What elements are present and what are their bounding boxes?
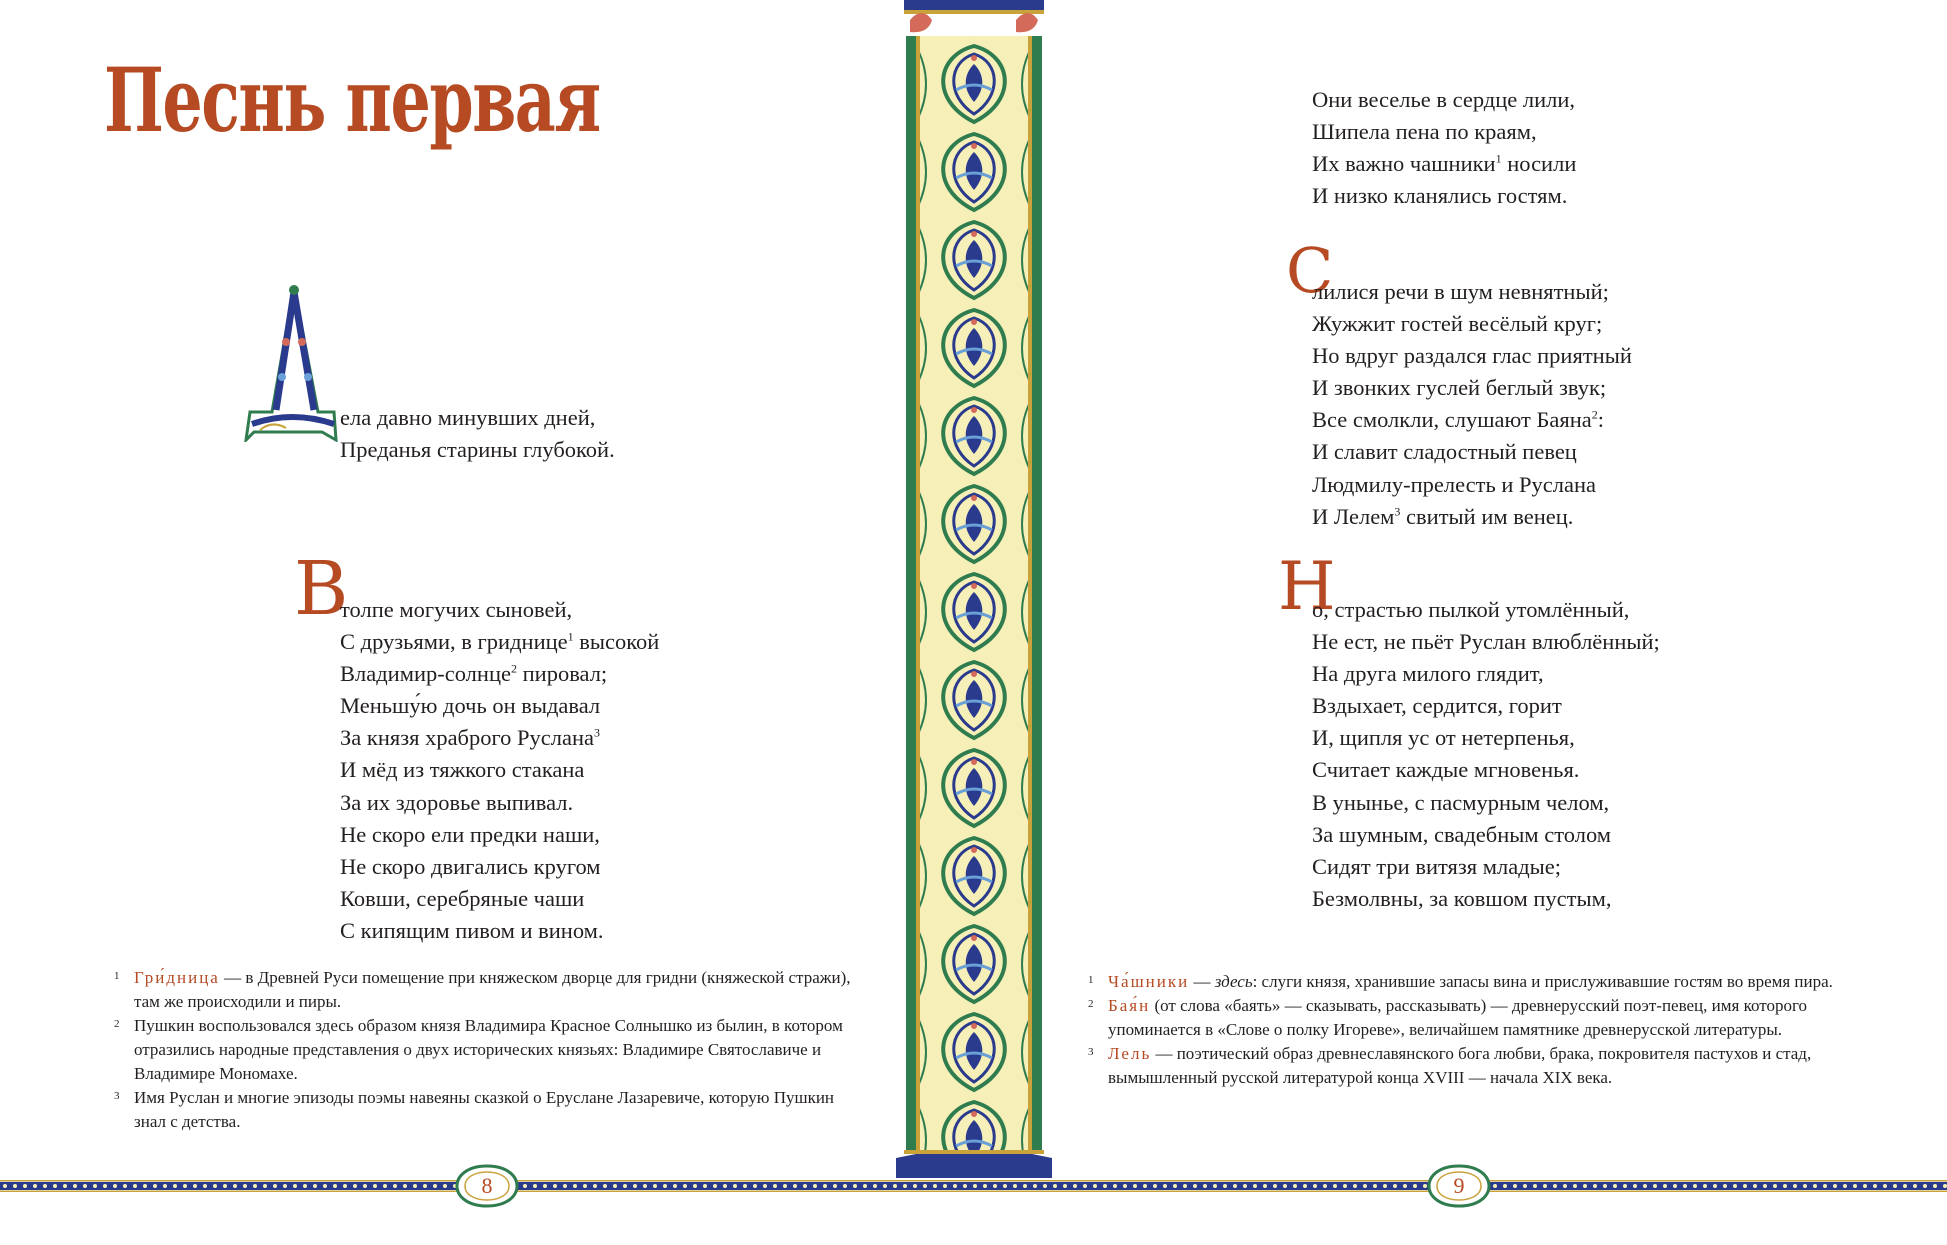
- footnote: 1 Ча́шники — здесь: слуги князя, хранившие запасы вина и прислуживавшие гостям во время пира.: [1088, 970, 1838, 994]
- footnote: 3 Лель — поэтический образ древнеславянского бога любви, брака, покровителя пастухов и стад, вымышленный русской литературой конца XVIII — начала XIX века.: [1088, 1042, 1838, 1090]
- footnote-term: Гри́дница: [134, 968, 220, 987]
- footnote-number: 3: [114, 1090, 120, 1102]
- verse-line: Безмолвны, за ковшом пустым,: [1312, 885, 1612, 911]
- verse-line: Сидят три витязя младые;: [1312, 853, 1561, 879]
- verse-line: За шумным, свадебным столом: [1312, 821, 1612, 847]
- verse-line: Не ест, не пьёт Руслан влюблённый;: [1312, 629, 1660, 655]
- verse-line: На друга милого глядит,: [1312, 661, 1544, 687]
- footnote-term: Ча́шники: [1108, 972, 1190, 991]
- dropcap-s: С: [1286, 234, 1334, 307]
- verse-line: И низко кланялись гостям.: [1312, 183, 1568, 209]
- footnote-number: 1: [1088, 974, 1094, 986]
- verse-line: ела давно минувших дней,: [340, 405, 596, 430]
- page-number-left: 8: [455, 1164, 519, 1208]
- verse-line: В унынье, с пасмурным челом,: [1312, 789, 1610, 815]
- ornamental-column-icon: [896, 0, 1052, 1178]
- verse-stanza-3: [1312, 84, 1576, 212]
- verse-line: За их здоровье выпивал.: [340, 789, 574, 815]
- footnote: 1 Гри́дница — в Древней Руси помещение при княжеском дворце для гридни (княжеской стражи), там же происходили и пиры.: [114, 966, 864, 1014]
- verse-stanza-4: [1312, 276, 1632, 533]
- verse-line: Считает каждые мгновенья.: [1312, 757, 1580, 783]
- verse-line: И Лелем$^3$ свитый им венец.: [1312, 503, 1574, 529]
- verse-line: Их важно чашники$^1$ носили: [1312, 151, 1577, 177]
- footnote-number: 2: [114, 1018, 120, 1030]
- footnote-marker: 2: [1591, 407, 1598, 422]
- dropcap-n: Н: [1278, 548, 1336, 625]
- footnote-number: 1: [114, 970, 120, 982]
- verse-line: толпе могучих сыновей,: [340, 597, 573, 622]
- footnote-marker: 1: [1495, 151, 1502, 166]
- verse-line: С друзьями, в гриднице$^1$ высокой: [340, 629, 660, 655]
- footnote-marker: 3: [594, 725, 601, 740]
- footnote-number: 2: [1088, 998, 1094, 1010]
- footnote-marker: 3: [1394, 504, 1401, 519]
- verse-line: Преданья старины глубокой.: [340, 437, 615, 463]
- verse-line: И мёд из тяжкого стакана: [340, 757, 585, 783]
- chapter-title: Песнь первая: [104, 48, 600, 152]
- verse-line: Не скоро двигались кругом: [340, 853, 601, 879]
- footnotes-right: [1088, 970, 1838, 1090]
- verse-line: Они веселье в сердце лили,: [1312, 87, 1576, 112]
- illuminated-initial-d-icon: [242, 282, 342, 442]
- verse-line: За князя храброго Руслана$^3$: [340, 725, 601, 751]
- verse-line: Шипела пена по краям,: [1312, 119, 1537, 145]
- footnote-marker: 2: [510, 661, 517, 676]
- verse-line: Владимир-солнце$^2$ пировал;: [340, 661, 608, 687]
- page-number-right: 9: [1427, 1164, 1491, 1208]
- verse-line: С кипящим пивом и вином.: [340, 917, 604, 943]
- verse-line: Ковши, серебряные чаши: [340, 885, 585, 911]
- verse-stanza-2: [340, 594, 659, 947]
- verse-line: Вздыхает, сердится, горит: [1312, 693, 1562, 719]
- verse-line: Но вдруг раздался глас приятный: [1312, 343, 1632, 369]
- verse-line: Жужжит гостей весёлый круг;: [1312, 311, 1603, 337]
- verse-stanza-5: [1312, 594, 1660, 915]
- bottom-border-icon: [0, 1178, 1947, 1194]
- verse-line: Не скоро ели предки наши,: [340, 821, 600, 847]
- dropcap-v: В: [294, 546, 349, 632]
- verse-line: о, страстью пылкой утомлённый,: [1312, 597, 1630, 622]
- footnote-marker: 1: [567, 629, 574, 644]
- footnote: 2 Бая́н (от слова «баять» — сказывать, рассказывать) — древнерусский поэт-певец, имя которого упоминается в «Слове о полку Игореве», величайшем памятнике древнерусской литературы.: [1088, 994, 1838, 1042]
- footnote-number: 3: [1088, 1046, 1094, 1058]
- verse-line: И звонких гуслей беглый звук;: [1312, 375, 1607, 401]
- verse-line: Людмилу-прелесть и Руслана: [1312, 471, 1597, 497]
- footnote-term: Лель: [1108, 1044, 1152, 1063]
- verse-line: Все смолкли, слушают Баяна$^2$:: [1312, 407, 1605, 433]
- footnotes-left: [114, 966, 864, 1134]
- footnote: 2 Пушкин воспользовался здесь образом князя Владимира Красное Солнышко из былин, в котором отразились народные представления о двух исторических князьях: Владимире Святославиче и Владимире Мономахе.: [114, 1014, 864, 1086]
- verse-line: И, щипля ус от нетерпенья,: [1312, 725, 1575, 751]
- verse-line: И славит сладостный певец: [1312, 439, 1577, 465]
- footnote: 3 Имя Руслан и многие эпизоды поэмы навеяны сказкой о Еруслане Лазаревиче, которую Пушкин знал с детства.: [114, 1086, 864, 1134]
- verse-stanza-1: [340, 402, 615, 466]
- footnote-term: Бая́н: [1108, 996, 1151, 1015]
- verse-line: лилися речи в шум невнятный;: [1312, 279, 1609, 304]
- verse-line: Меньшу́ю дочь он выдавал: [340, 693, 601, 719]
